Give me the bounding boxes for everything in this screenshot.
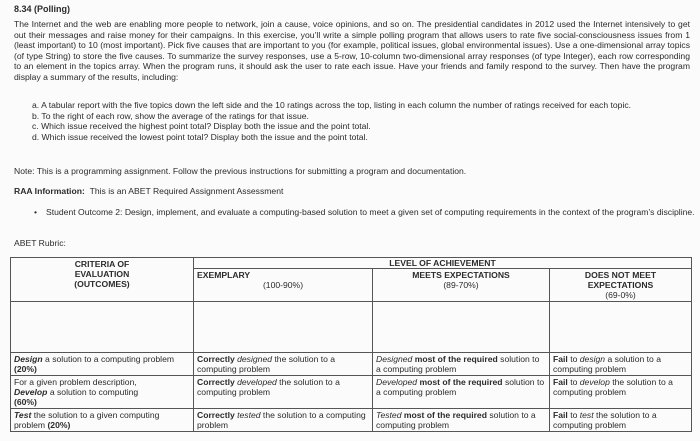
abet-rubric-table [10, 257, 692, 432]
criteria-cell: Test the solution to a given computing problem (20%) [11, 409, 194, 432]
raa-label: RAA Information: [14, 186, 85, 196]
student-outcome [34, 207, 700, 218]
criteria-cell: Design a solution to a computing problem (20%) [11, 353, 194, 376]
does-not-meet-cell: Fail to develop the solution to a computing problem [550, 376, 692, 409]
meets-cell: Developed most of the required solution to a computing problem [373, 376, 550, 409]
spacer-row [11, 302, 692, 353]
meets-header: MEETS EXPECTATIONS (89-70%) [373, 269, 550, 302]
page-title: 8.34 (Polling) [14, 4, 71, 14]
task-item: c. Which issue received the highest point total? Display both the issue and the point total. [32, 121, 371, 132]
table-row [11, 353, 692, 376]
raa-text: This is an ABET Required Assignment Assessment [89, 186, 284, 196]
task-item: d. Which issue received the lowest point total? Display both the issue and the point total. [32, 131, 368, 142]
exemplary-header: EXEMPLARY (100-90%) [194, 269, 373, 302]
exemplary-cell: Correctly tested the solution to a computing problem [194, 409, 373, 432]
abet-rubric-label: ABET Rubric: [14, 238, 66, 248]
task-item: b. To the right of each row, show the average of the ratings for that issue. [32, 110, 309, 121]
task-list [32, 100, 690, 142]
exemplary-cell: Correctly designed the solution to a computing problem [194, 353, 373, 376]
criteria-header: CRITERIA OF EVALUATION (OUTCOMES) [11, 258, 194, 302]
outcome-text: Student Outcome 2: Design, implement, and evaluate a computing-based solution to meet a given set of computing requirements in the context of the program’s discipline. [46, 207, 695, 217]
criteria-cell: For a given problem description, Develop a solution to computing (60%) [11, 376, 194, 409]
meets-cell: Designed most of the required solution to a computing problem [373, 353, 550, 376]
note-text: Note: This is a programming assignment. Follow the previous instructions for submitting a program and documentation. [14, 166, 467, 176]
table-row [11, 409, 692, 432]
does-not-meet-cell: Fail to design a solution to a computing problem [550, 353, 692, 376]
intro-paragraph: The Internet and the web are enabling more people to network, join a cause, voice opinions, and so on. The presidential candidates in 2012 used the Internet intensively to get out their messages and raise money for their campaigns. In this exercise, you’ll write a simple polling program that allows users to rate five social-consciousness issues from 1 (least important) to 10 (most important). Pick five causes that are important to you (for example, political issues, global environmental issues). Use a one-dimensional array topics (of type String) to store the five causes. To summarize the survey responses, use a 5-row, 10-column two-dimensional array responses (of type Integer), each row corresponding to an element in the topics array. When the program runs, it should ask the user to rate each issue. Have your friends and family respond to the survey. Then have the program display a summary of the results, including: [14, 19, 690, 82]
bullet-icon: • [34, 207, 38, 217]
raa-info [14, 186, 283, 197]
task-item: a. A tabular report with the five topics down the left side and the 10 ratings across the top, listing in each column the number of ratings received for each topic. [32, 100, 632, 110]
exemplary-cell: Correctly developed the solution to a computing problem [194, 376, 373, 409]
table-row [11, 376, 692, 409]
does-not-meet-cell: Fail to test the solution to a computing problem [550, 409, 692, 432]
does-not-meet-header: DOES NOT MEET EXPECTATIONS (69-0%) [550, 269, 692, 302]
meets-cell: Tested most of the required solution to a computing problem [373, 409, 550, 432]
level-header: LEVEL OF ACHIEVEMENT [194, 258, 692, 269]
